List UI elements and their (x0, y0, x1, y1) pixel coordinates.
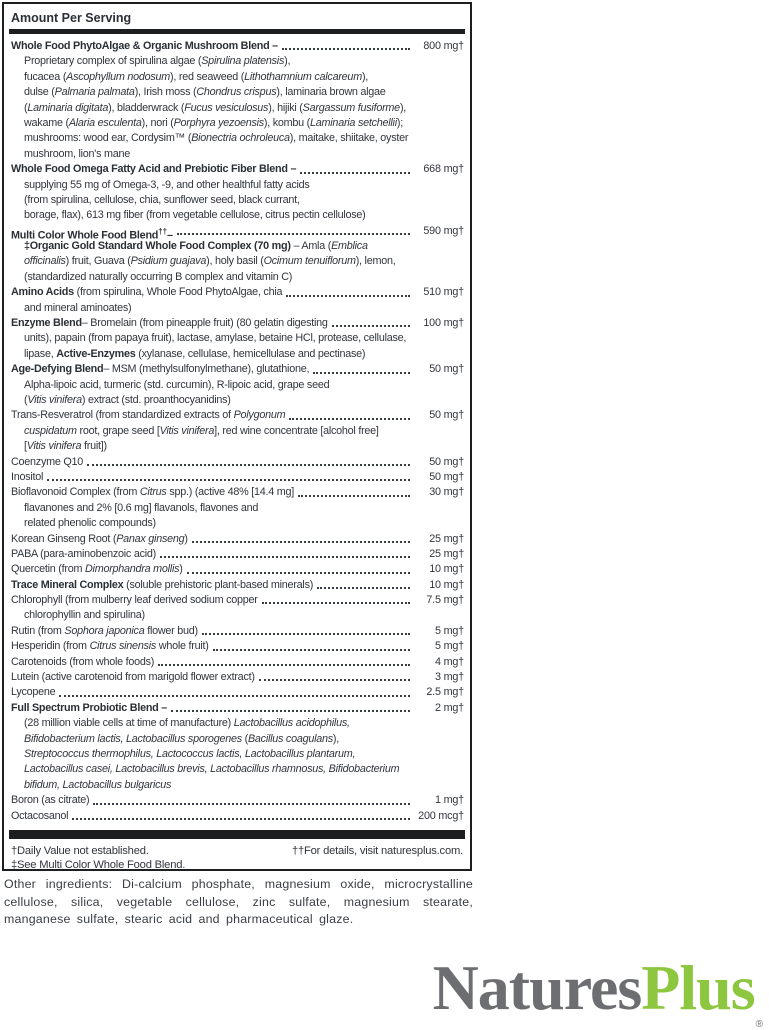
footnote-see-blend: ‡See Multi Color Whole Food Blend. (11, 859, 186, 872)
ingredient-text: Amino Acids (from spirulina, Whole Food PhytoAlgae, chia (11, 286, 283, 299)
ingredient-row (11, 685, 464, 700)
ingredient-row (11, 178, 464, 193)
ingredient-text: Whole Food PhytoAlgae & Organic Mushroom Blend – (11, 40, 278, 52)
ingredient-row (11, 639, 464, 654)
ingredient-row (11, 485, 464, 500)
ingredient-row (11, 101, 464, 116)
ingredient-text: Trace Mineral Complex (soluble prehistoric plant-based minerals) (11, 578, 314, 591)
ingredient-text: Streptococcus thermophilus, Lactococcus lactis, Lactobacillus plantarum, (24, 747, 356, 760)
ingredient-text: (Vitis vinifera) extract (std. proanthocyanidins) (24, 393, 231, 406)
ingredient-text: PABA (para-aminobenzoic acid) (11, 547, 156, 560)
dotted-leader (192, 541, 410, 543)
ingredient-row (11, 70, 464, 85)
dotted-leader (213, 649, 410, 651)
ingredient-text: borage, flax), 613 mg fiber (from vegetable cellulose, citrus pectin cellulose) (24, 209, 366, 222)
logo-natures: Natures (432, 952, 642, 1023)
ingredient-row (11, 54, 464, 69)
ingredient-text: Alpha-lipoic acid, turmeric (std. curcumin), R-lipoic acid, grape seed (24, 378, 330, 391)
ingredient-text: Lutein (active carotenoid from marigold flower extract) (11, 671, 255, 684)
ingredient-text: mushroom, lion's mane (24, 147, 131, 160)
ingredient-row (11, 285, 464, 300)
amount-value: 200 mcg† (418, 809, 464, 822)
ingredient-row (11, 793, 464, 808)
ingredient-text: wakame (Alaria esculenta), nori (Porphyra yezoensis), kombu (Laminaria setchellii); (24, 116, 403, 129)
ingredient-row (11, 408, 464, 423)
ingredient-row (11, 208, 464, 223)
amount-value: 50 mg† (429, 409, 464, 422)
ingredient-row (11, 670, 464, 685)
ingredient-text: Proprietary complex of spirulina algae (Spirulina platensis), (24, 55, 291, 68)
ingredient-text: related phenolic compounds) (24, 517, 156, 530)
dotted-leader (187, 572, 410, 574)
ingredient-text: fucacea (Ascophyllum nodosum), red seaweed (Lithothamnium calcareum), (24, 70, 369, 83)
amount-value: 2.5 mg† (426, 686, 464, 699)
amount-value: 5 mg† (434, 640, 464, 653)
amount-value: 4 mg† (434, 655, 464, 668)
ingredient-row (11, 239, 464, 254)
ingredient-text: cuspidatum root, grape seed [Vitis vinifera], red wine concentrate [alcohol free] (24, 424, 379, 437)
ingredient-row (11, 378, 464, 393)
ingredient-row (11, 809, 464, 824)
ingredient-text: mushrooms: wood ear, Cordysim™ (Bionectria ochroleuca), maitake, shiitake, oyster (24, 132, 409, 145)
amount-value: 510 mg† (423, 286, 464, 299)
ingredient-row (11, 455, 464, 470)
ingredient-row (11, 747, 464, 762)
dotted-leader (177, 233, 410, 235)
amount-value: 50 mg† (429, 470, 464, 483)
footnotes-left (11, 844, 185, 873)
ingredient-text: (from spirulina, cellulose, chia, sunflower seed, black currant, (24, 193, 300, 206)
ingredient-text: supplying 55 mg of Omega-3, -9, and other healthful fatty acids (24, 178, 310, 191)
ingredient-row (11, 116, 464, 131)
dotted-leader (262, 602, 410, 604)
dotted-leader (313, 372, 410, 374)
dotted-leader (160, 556, 410, 558)
dotted-leader (158, 664, 410, 666)
ingredient-row (11, 131, 464, 146)
ingredient-text: Bioflavonoid Complex (from Citrus spp.) (active 48% [14.4 mg] (11, 486, 295, 499)
ingredient-row (11, 39, 464, 54)
ingredient-row (11, 254, 464, 269)
ingredient-text: Inositol (11, 470, 44, 483)
dotted-leader (47, 479, 410, 481)
ingredient-text: Multi Color Whole Food Blend††– (11, 226, 173, 242)
ingredient-text: bifidum, Lactobacillus bulgaricus (24, 778, 172, 791)
ingredient-text: Chlorophyll (from mulberry leaf derived sodium copper (11, 594, 258, 607)
amount-value: 25 mg† (429, 547, 464, 560)
ingredient-row (11, 562, 464, 577)
ingredient-row (11, 439, 464, 454)
amount-value: 25 mg† (429, 532, 464, 545)
ingredient-row (11, 655, 464, 670)
dotted-leader (93, 803, 410, 805)
ingredient-row (11, 701, 464, 716)
amount-value: 7.5 mg† (426, 594, 464, 607)
ingredient-row (11, 393, 464, 408)
ingredient-text: units), papain (from papaya fruit), lactase, amylase, betaine HCl, protease, cellulase, (24, 332, 407, 345)
ingredient-text: lipase, Active-Enzymes (xylanase, cellulase, hemicellulase and pectinase) (24, 347, 366, 360)
ingredient-row (11, 716, 464, 731)
ingredient-text: Octacosanol (11, 809, 69, 822)
amount-value: 30 mg† (429, 486, 464, 499)
ingredient-text: Lycopene (11, 686, 56, 699)
ingredient-row (11, 470, 464, 485)
amount-per-serving-header: Amount Per Serving (11, 11, 132, 25)
ingredient-row (11, 270, 464, 285)
amount-value: 800 mg† (423, 40, 464, 52)
ingredient-text: [Vitis vinifera fruit]) (24, 440, 107, 453)
ingredient-row (11, 193, 464, 208)
ingredient-text: Age-Defying Blend– MSM (methylsulfonylmethane), glutathione, (11, 363, 310, 376)
dotted-leader (286, 295, 410, 297)
ingredient-text: Bifidobacterium lactis, Lactobacillus sporogenes (Bacillus coagulans), (24, 732, 340, 745)
ingredient-row (11, 532, 464, 547)
dotted-leader (259, 679, 410, 681)
ingredient-text: Whole Food Omega Fatty Acid and Prebiotic Fiber Blend – (11, 163, 297, 176)
footnotes (11, 844, 463, 873)
dotted-leader (72, 818, 410, 820)
ingredient-text: chlorophyllin and spirulina) (24, 609, 145, 622)
ingredient-row (11, 424, 464, 439)
ingredient-text: (standardized naturally occurring B complex and vitamin C) (24, 270, 293, 283)
ingredient-text: dulse (Palmaria palmata), Irish moss (Chondrus crispus), laminaria brown algae (24, 86, 386, 99)
ingredient-row (11, 624, 464, 639)
ingredient-row (11, 501, 464, 516)
ingredient-row (11, 516, 464, 531)
registered-mark-icon: ® (755, 1019, 763, 1030)
amount-value: 1 mg† (434, 794, 464, 807)
ingredient-text: (28 million viable cells at time of manufacture) Lactobacillus acidophilus, (24, 717, 350, 730)
ingredient-row (11, 593, 464, 608)
amount-value: 10 mg† (429, 578, 464, 591)
amount-value: 668 mg† (423, 163, 464, 176)
amount-value: 50 mg† (429, 363, 464, 376)
amount-value: 50 mg† (429, 455, 464, 468)
ingredient-text: Full Spectrum Probiotic Blend – (11, 701, 168, 714)
ingredient-rows (11, 39, 464, 824)
dotted-leader (298, 495, 410, 497)
ingredient-text: Coenzyme Q10 (11, 455, 84, 468)
footnote-daily-value: †Daily Value not established. (11, 844, 149, 857)
other-ingredients-text: Other ingredients: Di-calcium phosphate, magnesium oxide, microcrystalline cellulose, silica, vegetable cellulose, zinc sulfate, magnesium stearate, manganese sulfate, stearic acid and pharmaceutical glaze. (4, 877, 473, 926)
ingredient-row (11, 362, 464, 377)
ingredient-row (11, 301, 464, 316)
ingredient-row (11, 547, 464, 562)
ingredient-row (11, 224, 464, 242)
dotted-leader (300, 172, 410, 174)
ingredient-row (11, 762, 464, 777)
ingredient-row (11, 778, 464, 793)
footnote-divider-bar (9, 830, 465, 839)
footnote-details: ††For details, visit naturesplus.com. (291, 844, 463, 857)
logo-plus: Plus (641, 952, 755, 1023)
ingredient-text: Trans-Resveratrol (from standardized extracts of Polygonum (11, 409, 286, 422)
ingredient-text: Enzyme Blend– Bromelain (from pineapple fruit) (80 gelatin digesting (11, 317, 328, 330)
ingredient-row (11, 147, 464, 162)
amount-value: 100 mg† (423, 317, 464, 330)
dotted-leader (332, 325, 410, 327)
ingredient-text: Korean Ginseng Root (Panax ginseng) (11, 532, 188, 545)
ingredient-text: flavanones and 2% [0.6 mg] flavanols, flavones and (24, 501, 259, 514)
ingredient-row (11, 331, 464, 346)
dotted-leader (289, 418, 410, 420)
ingredient-text: ‡Organic Gold Standard Whole Food Complex (70 mg) – Amla (Emblica (24, 240, 368, 253)
amount-value: 590 mg† (423, 224, 464, 237)
supplement-facts-panel (2, 2, 472, 871)
dotted-leader (171, 710, 410, 712)
amount-value: 2 mg† (434, 701, 464, 714)
dotted-leader (202, 633, 410, 635)
ingredient-text: Rutin (from Sophora japonica flower bud) (11, 624, 198, 637)
ingredient-row (11, 85, 464, 100)
ingredient-text: Hesperidin (from Citrus sinensis whole fruit) (11, 640, 209, 653)
ingredient-row (11, 608, 464, 623)
dotted-leader (282, 48, 410, 50)
ingredient-row (11, 578, 464, 593)
ingredient-text: Lactobacillus casei, Lactobacillus brevis, Lactobacillus rhamnosus, Bifidobacterium (24, 763, 400, 776)
ingredient-row (11, 316, 464, 331)
ingredient-text: (Laminaria digitata), bladderwrack (Fucus vesiculosus), hijiki (Sargassum fusiforme), (24, 101, 407, 114)
header-divider-bar (9, 29, 465, 34)
amount-value: 10 mg† (429, 563, 464, 576)
ingredient-text: Quercetin (from Dimorphandra mollis) (11, 563, 183, 576)
dotted-leader (87, 464, 410, 466)
ingredient-row (11, 347, 464, 362)
ingredient-text: Boron (as citrate) (11, 794, 90, 807)
ingredient-text: and mineral aminoates) (24, 301, 132, 314)
amount-value: 3 mg† (434, 671, 464, 684)
ingredient-row (11, 732, 464, 747)
ingredient-text: officinalis) fruit, Guava (Psidium guajava), holy basil (Ocimum tenuiflorum), lemon, (24, 255, 396, 268)
ingredient-text: Carotenoids (from whole foods) (11, 655, 155, 668)
dotted-leader (317, 587, 410, 589)
dotted-leader (59, 695, 410, 697)
amount-value: 5 mg† (434, 624, 464, 637)
brand-logo (432, 952, 763, 1030)
ingredient-row (11, 162, 464, 177)
